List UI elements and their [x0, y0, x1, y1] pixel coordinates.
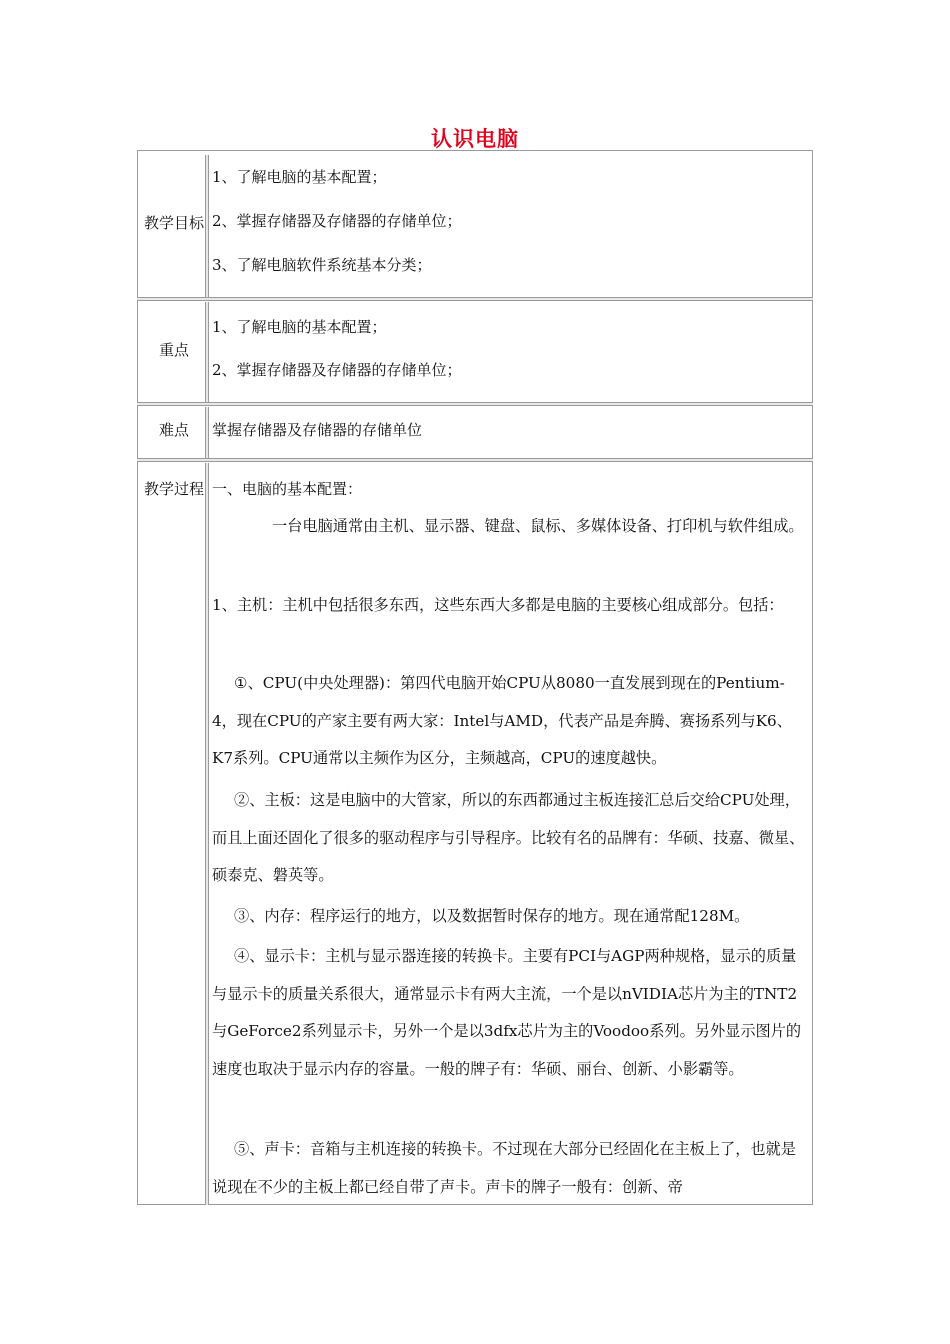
process-host: 1、主机：主机中包括很多东西，这些东西大多都是电脑的主要核心组成部分。包括： — [212, 596, 784, 614]
process-memory: ③、内存：程序运行的地方，以及数据暂时保存的地方。现在通常配128M。 — [234, 907, 750, 925]
key-points-label: 重点 — [158, 341, 189, 359]
process-cpu: ①、CPU(中央处理器)：第四代电脑开始CPU从8080一直发展到现在的Pentium-4，现在CPU的产家主要有两大家：Intel与AMD，代表产品是奔腾、赛扬系列与K6、K7系列。CPU通常以主频作为区分，主频越高，CPU的速度越快。 — [212, 674, 792, 767]
process-sound: ⑤、声卡：音箱与主机连接的转换卡。不过现在大部分已经固化在主板上了，也就是说现在不少的主板上都已经自带了声卡。声卡的牌子一般有：创新、帝 — [212, 1140, 796, 1196]
row-divider — [137, 297, 813, 301]
objective-item: 3、了解电脑软件系统基本分类； — [212, 256, 432, 274]
key-point-item: 2、掌握存储器及存储器的存储单位； — [212, 361, 462, 379]
objective-item: 2、掌握存储器及存储器的存储单位； — [212, 212, 462, 230]
difficulty-label: 难点 — [158, 421, 189, 439]
row-divider — [137, 402, 813, 406]
difficulty-text: 掌握存储器及存储器的存储单位 — [212, 421, 423, 439]
page-title: 认识电脑 — [431, 127, 519, 151]
key-point-item: 1、了解电脑的基本配置； — [212, 318, 387, 336]
process-graphics: ④、显示卡：主机与显示器连接的转换卡。主要有PCI与AGP两种规格，显示的质量与显示卡的质量关系很大，通常显示卡有两大主流，一个是以nVIDIA芯片为主的TNT2与GeForce2系列显示卡，另外一个是以3dfx芯片为主的Voodoo系列。另外显示图片的速度也取决于显示内存的容量。一般的牌子有：华硕、丽台、创新、小影霸等。 — [212, 947, 802, 1078]
process-intro: 一台电脑通常由主机、显示器、键盘、鼠标、多媒体设备、打印机与软件组成。 — [272, 517, 804, 535]
objectives-label: 教学目标 — [143, 214, 204, 232]
column-divider — [205, 463, 209, 1205]
row-divider — [137, 458, 813, 462]
process-heading: 一、电脑的基本配置： — [212, 480, 363, 498]
process-motherboard: ②、主板：这是电脑中的大管家，所以的东西都通过主板连接汇总后交给CPU处理，而且上面还固化了很多的驱动程序与引导程序。比较有名的品牌有：华硕、技嘉、微星、硕泰克、磐英等。 — [212, 791, 805, 884]
process-label: 教学过程 — [143, 480, 204, 498]
objective-item: 1、了解电脑的基本配置； — [212, 168, 387, 186]
